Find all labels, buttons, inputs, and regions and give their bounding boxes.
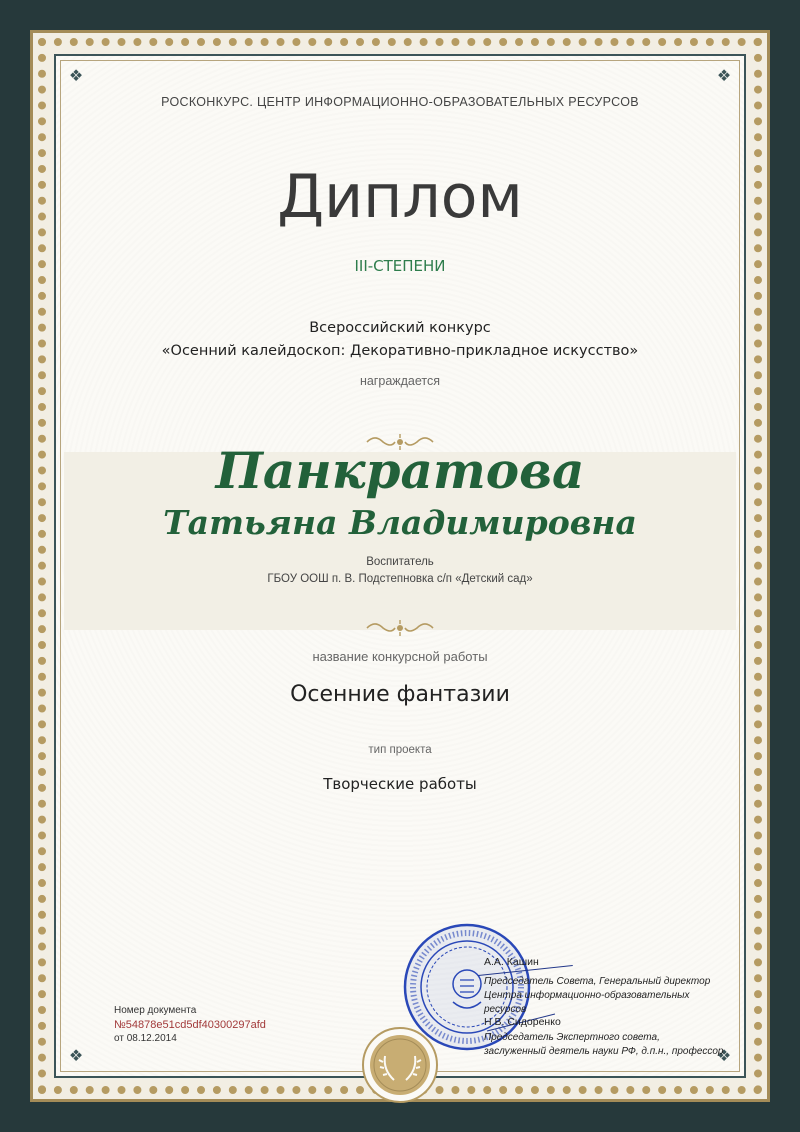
work-title: Осенние фантазии <box>290 682 510 707</box>
contest-type: Всероссийский конкурс <box>309 320 491 336</box>
recipient-organization: ГБОУ ООШ п. В. Подстепновка с/п «Детский сад» <box>267 573 533 585</box>
corner-ornament-icon: ❖ <box>716 1046 732 1065</box>
document-number: №54878e51cd5df40300297afd <box>114 1019 266 1031</box>
recipient-position: Воспитатель <box>366 556 434 568</box>
laurel-medal-icon <box>361 1026 439 1109</box>
signer1-title: Председатель Совета, Генеральный директор <box>484 976 711 987</box>
recipient-given-names: Татьяна Владимировна <box>163 503 637 542</box>
work-title-label: название конкурсной работы <box>312 649 488 664</box>
contest-name: «Осенний калейдоскоп: Декоративно-прикладное искусство» <box>161 343 639 359</box>
project-type: Творческие работы <box>323 775 477 793</box>
signer2-title: Председатель Экспертного совета, <box>484 1032 660 1043</box>
signer1-title: ресурсов <box>484 1004 527 1015</box>
signer2-title: заслуженный деятель науки РФ, д.п.н., профессор <box>484 1046 724 1057</box>
document-date: от 08.12.2014 <box>114 1033 177 1044</box>
issuer-organization: РОСКОНКУРС. ЦЕНТР ИНФОРМАЦИОННО-ОБРАЗОВАТЕЛЬНЫХ РЕСУРСОВ <box>161 95 639 109</box>
signer1-name: А.А. Кашин <box>484 956 539 968</box>
flourish-divider-icon <box>0 618 800 638</box>
diploma-title: Диплом <box>277 162 523 232</box>
corner-ornament-icon: ❖ <box>68 1046 84 1065</box>
corner-ornament-icon: ❖ <box>716 66 732 85</box>
recipient-surname: Панкратова <box>215 441 585 500</box>
signer1-title: Центра информационно-образовательных <box>484 990 690 1001</box>
corner-ornament-icon: ❖ <box>68 66 84 85</box>
degree-label: III-СТЕПЕНИ <box>354 257 446 275</box>
project-type-label: тип проекта <box>368 744 432 756</box>
awarded-label: награждается <box>359 374 441 388</box>
signer2-name: Н.В. Сидоренко <box>484 1016 561 1028</box>
document-info <box>114 1004 266 1046</box>
document-number-label: Номер документа <box>114 1005 197 1016</box>
